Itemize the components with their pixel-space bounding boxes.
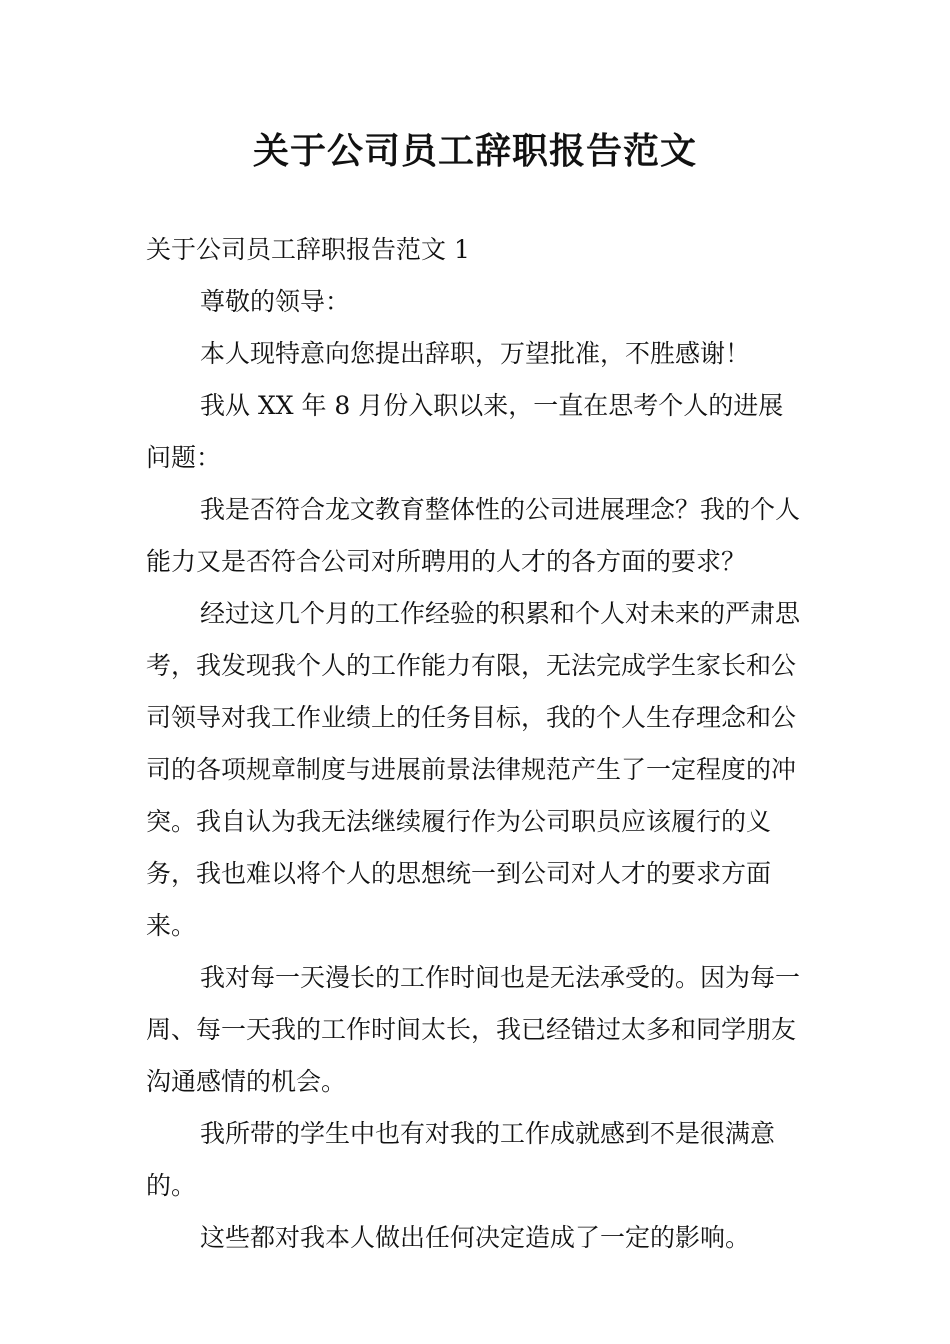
body-paragraph: 本人现特意向您提出辞职，万望批准，不胜感谢！ bbox=[200, 339, 751, 368]
section-heading: 关于公司员工辞职报告范文 1 bbox=[146, 235, 470, 264]
salutation: 尊敬的领导： bbox=[200, 287, 351, 316]
document-body bbox=[146, 224, 808, 1264]
document-title: 关于公司员工辞职报告范文 bbox=[252, 131, 697, 172]
body-paragraph: 我所带的学生中也有对我的工作成就感到不是很满意的。 bbox=[146, 1119, 776, 1200]
body-paragraph: 我是否符合龙文教育整体性的公司进展理念？我的个人能力又是否符合公司对所聘用的人才的各方面的要求？ bbox=[146, 495, 801, 576]
body-paragraph: 这些都对我本人做出任何决定造成了一定的影响。 bbox=[200, 1223, 751, 1252]
body-paragraph: 我对每一天漫长的工作时间也是无法承受的。因为每一周、每一天我的工作时间太长，我已经错过太多和同学朋友沟通感情的机会。 bbox=[146, 963, 801, 1096]
body-paragraph: 经过这几个月的工作经验的积累和个人对未来的严肃思考，我发现我个人的工作能力有限，无法完成学生家长和公司领导对我工作业绩上的任务目标，我的个人生存理念和公司的各项规章制度与进展前景法律规范产生了一定程度的冲突。我自认为我无法继续履行作为公司职员应该履行的义务，我也难以将个人的思想统一到公司对人才的要求方面来。 bbox=[146, 599, 801, 940]
body-paragraph: 我从 XX 年 8 月份入职以来，一直在思考个人的进展问题： bbox=[146, 391, 784, 472]
